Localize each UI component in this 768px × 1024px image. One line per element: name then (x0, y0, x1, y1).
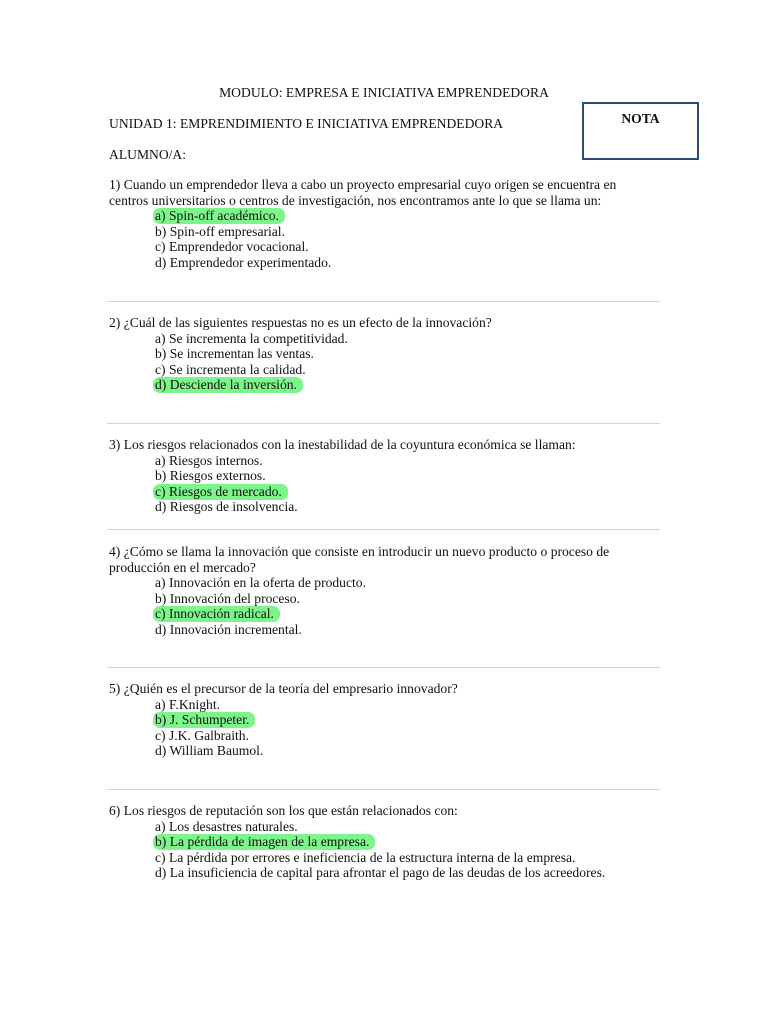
option-d: d) Riesgos de insolvencia. (155, 499, 298, 514)
question-3 (109, 437, 576, 515)
option-d: d) Emprendedor experimentado. (155, 254, 332, 270)
module-title: MODULO: EMPRESA E INICIATIVA EMPRENDEDORA (219, 85, 549, 100)
correct-answer-highlight: c) Riesgos de mercado. (153, 484, 288, 500)
separator-line (107, 301, 660, 302)
question-6 (109, 803, 605, 881)
option-a: a) Innovación en la oferta de producto. (155, 575, 366, 590)
correct-answer-highlight: a) Spin-off académico. (153, 208, 285, 224)
option-b: b) Se incrementan las ventas. (155, 346, 314, 361)
option-b: b) Spin-off empresarial. (155, 223, 285, 239)
option-b (109, 712, 458, 728)
option-b (109, 834, 605, 850)
question-text: producción en el mercado? (109, 559, 256, 575)
option-b: b) Innovación del proceso. (155, 590, 300, 606)
separator-line (107, 529, 660, 530)
unit-title: UNIDAD 1: EMPRENDIMIENTO E INICIATIVA EMPRENDEDORA (109, 116, 504, 131)
separator-line (107, 667, 660, 668)
option-c: c) Emprendedor vocacional. (155, 239, 309, 254)
correct-answer-highlight: b) J. Schumpeter. (153, 712, 255, 728)
option-a: a) Los desastres naturales. (155, 818, 298, 834)
question-text: 2) ¿Cuál de las siguientes respuestas no es un efecto de la innovación? (109, 315, 492, 330)
question-1 (109, 177, 616, 270)
correct-answer-highlight: c) Innovación radical. (153, 606, 280, 622)
separator-line (107, 789, 660, 790)
grade-label: NOTA (621, 111, 660, 126)
question-text: 3) Los riesgos relacionados con la inestabilidad de la coyuntura económica se llaman: (109, 437, 576, 452)
question-5 (109, 681, 458, 759)
option-a: a) Se incrementa la competitividad. (155, 330, 348, 346)
option-b: b) Riesgos externos. (155, 468, 266, 483)
option-a (109, 208, 616, 224)
option-d: d) La insuficiencia de capital para afrontar el pago de las deudas de los acreedores. (155, 865, 606, 880)
correct-answer-highlight: d) Desciende la inversión. (153, 377, 303, 393)
option-c: c) Se incrementa la calidad. (155, 361, 306, 377)
option-d: d) Innovación incremental. (155, 621, 302, 637)
option-c (109, 484, 576, 500)
option-a: a) F.Knight. (155, 696, 220, 712)
grade-box (582, 102, 699, 160)
question-text: 5) ¿Quién es el precursor de la teoría del empresario innovador? (109, 681, 458, 696)
option-a: a) Riesgos internos. (155, 452, 263, 468)
question-text: 4) ¿Cómo se llama la innovación que consiste en introducir un nuevo producto o proceso de (109, 544, 610, 559)
question-2 (109, 315, 492, 393)
option-c: c) La pérdida por errores e ineficiencia de la estructura interna de la empresa. (155, 849, 576, 865)
option-c: c) J.K. Galbraith. (155, 727, 249, 743)
student-label: ALUMNO/A: (109, 147, 187, 162)
question-text: 6) Los riesgos de reputación son los que están relacionados con: (109, 803, 458, 818)
option-d (109, 377, 492, 393)
question-4 (109, 544, 609, 637)
question-text: centros universitarios o centros de investigación, nos encontramos ante lo que se llama un: (109, 192, 602, 208)
correct-answer-highlight: b) La pérdida de imagen de la empresa. (153, 834, 375, 850)
option-d: d) William Baumol. (155, 743, 264, 758)
option-c (109, 606, 609, 622)
question-text: 1) Cuando un emprendedor lleva a cabo un proyecto empresarial cuyo origen se encuentra en (109, 177, 617, 192)
separator-line (107, 423, 660, 424)
